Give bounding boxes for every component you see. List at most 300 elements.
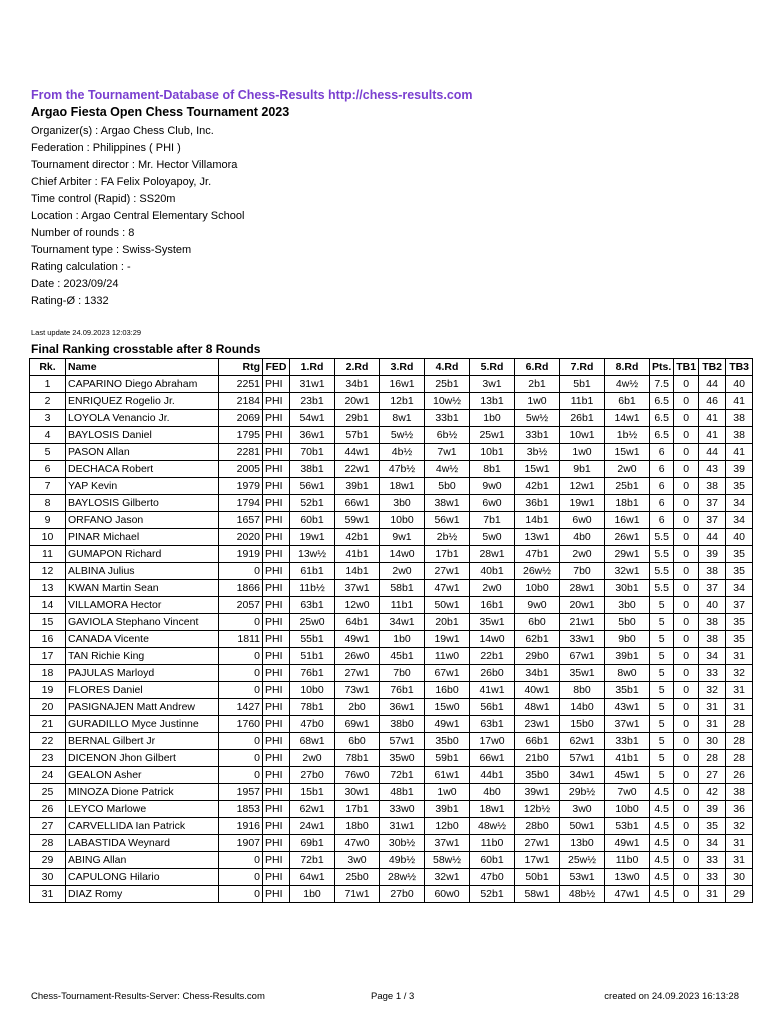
table-cell: 6b0 bbox=[335, 733, 380, 750]
table-cell: 25 bbox=[30, 784, 66, 801]
table-cell: 6 bbox=[650, 495, 674, 512]
table-row bbox=[30, 665, 753, 682]
table-cell: 14w1 bbox=[605, 410, 650, 427]
table-row bbox=[30, 750, 753, 767]
table-cell: 63b1 bbox=[290, 597, 335, 614]
table-cell: 31 bbox=[699, 716, 726, 733]
table-cell: 27 bbox=[699, 767, 726, 784]
table-cell: 30w1 bbox=[335, 784, 380, 801]
table-cell: PHI bbox=[263, 376, 290, 393]
table-cell: 0 bbox=[674, 801, 699, 818]
player-name: GAVIOLA Stephano Vincent bbox=[66, 614, 219, 631]
column-header: 2.Rd bbox=[335, 359, 380, 376]
table-cell: 38w1 bbox=[425, 495, 470, 512]
table-cell: PHI bbox=[263, 597, 290, 614]
player-name: ORFANO Jason bbox=[66, 512, 219, 529]
table-cell: 7.5 bbox=[650, 376, 674, 393]
player-name: VILLAMORA Hector bbox=[66, 597, 219, 614]
table-cell: 0 bbox=[674, 886, 699, 903]
table-cell: 48b½ bbox=[560, 886, 605, 903]
table-cell: 37 bbox=[699, 580, 726, 597]
table-cell: 25w0 bbox=[290, 614, 335, 631]
table-cell: 41w1 bbox=[470, 682, 515, 699]
table-cell: 3b½ bbox=[515, 444, 560, 461]
table-cell: 6w0 bbox=[470, 495, 515, 512]
table-cell: 3b0 bbox=[380, 495, 425, 512]
table-cell: PHI bbox=[263, 835, 290, 852]
table-cell: 1979 bbox=[219, 478, 263, 495]
player-name: LABASTIDA Weynard bbox=[66, 835, 219, 852]
table-cell: 3w1 bbox=[470, 376, 515, 393]
table-cell: 10b1 bbox=[470, 444, 515, 461]
info-line: Organizer(s) : Argao Chess Club, Inc. bbox=[31, 125, 214, 137]
table-cell: 2069 bbox=[219, 410, 263, 427]
table-cell: 4.5 bbox=[650, 886, 674, 903]
table-row bbox=[30, 767, 753, 784]
tournament-info bbox=[31, 123, 244, 310]
table-cell: 1760 bbox=[219, 716, 263, 733]
table-cell: 76w0 bbox=[335, 767, 380, 784]
table-cell: 26 bbox=[726, 767, 753, 784]
table-cell: 31 bbox=[726, 835, 753, 852]
table-cell: 35 bbox=[699, 818, 726, 835]
table-cell: 37w1 bbox=[425, 835, 470, 852]
table-row bbox=[30, 733, 753, 750]
table-cell: 21 bbox=[30, 716, 66, 733]
table-cell: 38 bbox=[699, 478, 726, 495]
crosstable bbox=[29, 358, 753, 903]
table-cell: 40 bbox=[726, 376, 753, 393]
table-cell: 27b0 bbox=[290, 767, 335, 784]
table-cell: 14w0 bbox=[380, 546, 425, 563]
table-cell: 61w1 bbox=[425, 767, 470, 784]
table-cell: 0 bbox=[219, 869, 263, 886]
table-cell: 0 bbox=[674, 631, 699, 648]
table-cell: 0 bbox=[674, 427, 699, 444]
table-cell: 5 bbox=[650, 665, 674, 682]
table-cell: 48w1 bbox=[515, 699, 560, 716]
table-cell: 21b0 bbox=[515, 750, 560, 767]
table-cell: PHI bbox=[263, 580, 290, 597]
table-cell: 56b1 bbox=[470, 699, 515, 716]
column-header: TB3 bbox=[726, 359, 753, 376]
table-cell: 19w1 bbox=[425, 631, 470, 648]
table-cell: 13 bbox=[30, 580, 66, 597]
table-cell: PHI bbox=[263, 699, 290, 716]
table-cell: 50w1 bbox=[560, 818, 605, 835]
table-cell: 0 bbox=[219, 852, 263, 869]
table-cell: 17 bbox=[30, 648, 66, 665]
table-cell: 5 bbox=[650, 648, 674, 665]
table-cell: 39w1 bbox=[515, 784, 560, 801]
table-row bbox=[30, 648, 753, 665]
table-cell: 42b1 bbox=[515, 478, 560, 495]
table-cell: 4w½ bbox=[425, 461, 470, 478]
table-cell: 0 bbox=[674, 529, 699, 546]
table-cell: 4 bbox=[30, 427, 66, 444]
table-row bbox=[30, 529, 753, 546]
table-cell: 27b0 bbox=[380, 886, 425, 903]
table-cell: PHI bbox=[263, 648, 290, 665]
table-cell: 38b1 bbox=[290, 461, 335, 478]
table-cell: 5 bbox=[650, 682, 674, 699]
table-cell: 38b0 bbox=[380, 716, 425, 733]
table-cell: 47w1 bbox=[605, 886, 650, 903]
table-cell: 0 bbox=[674, 393, 699, 410]
table-title: Final Ranking crosstable after 8 Rounds bbox=[31, 342, 261, 356]
table-row bbox=[30, 580, 753, 597]
table-cell: 60b1 bbox=[290, 512, 335, 529]
table-cell: PHI bbox=[263, 784, 290, 801]
table-cell: 25b1 bbox=[605, 478, 650, 495]
table-cell: 39 bbox=[726, 461, 753, 478]
table-cell: 71w1 bbox=[335, 886, 380, 903]
table-cell: 0 bbox=[219, 682, 263, 699]
table-cell: 5 bbox=[650, 733, 674, 750]
table-row bbox=[30, 631, 753, 648]
table-cell: 2w0 bbox=[470, 580, 515, 597]
table-cell: 58w½ bbox=[425, 852, 470, 869]
table-row bbox=[30, 478, 753, 495]
table-cell: 3 bbox=[30, 410, 66, 427]
player-name: ENRIQUEZ Rogelio Jr. bbox=[66, 393, 219, 410]
table-cell: 10b0 bbox=[290, 682, 335, 699]
table-cell: 16w1 bbox=[380, 376, 425, 393]
table-cell: 30b½ bbox=[380, 835, 425, 852]
table-cell: 8w1 bbox=[380, 410, 425, 427]
table-cell: 78b1 bbox=[290, 699, 335, 716]
table-cell: 1427 bbox=[219, 699, 263, 716]
table-cell: 33w0 bbox=[380, 801, 425, 818]
table-cell: 33 bbox=[699, 852, 726, 869]
table-cell: 43w1 bbox=[605, 699, 650, 716]
table-cell: 23b1 bbox=[290, 393, 335, 410]
table-cell: 34w1 bbox=[560, 767, 605, 784]
table-cell: PHI bbox=[263, 563, 290, 580]
table-cell: 0 bbox=[219, 614, 263, 631]
table-cell: 18w1 bbox=[380, 478, 425, 495]
table-cell: 0 bbox=[219, 665, 263, 682]
table-cell: 0 bbox=[674, 512, 699, 529]
table-cell: 40b1 bbox=[470, 563, 515, 580]
table-cell: 6 bbox=[30, 461, 66, 478]
table-cell: 11b1 bbox=[380, 597, 425, 614]
table-cell: 28 bbox=[726, 750, 753, 767]
table-cell: 20w1 bbox=[560, 597, 605, 614]
table-cell: 62b1 bbox=[515, 631, 560, 648]
table-cell: 25b0 bbox=[335, 869, 380, 886]
table-cell: 61b1 bbox=[290, 563, 335, 580]
table-cell: 60b1 bbox=[470, 852, 515, 869]
table-row bbox=[30, 852, 753, 869]
table-cell: 34 bbox=[726, 580, 753, 597]
table-cell: 2w0 bbox=[290, 750, 335, 767]
table-cell: 73w1 bbox=[335, 682, 380, 699]
table-cell: 41 bbox=[699, 410, 726, 427]
table-cell: 37 bbox=[699, 512, 726, 529]
table-cell: 9 bbox=[30, 512, 66, 529]
table-cell: 42 bbox=[699, 784, 726, 801]
table-body bbox=[30, 376, 753, 903]
player-name: GEALON Asher bbox=[66, 767, 219, 784]
table-cell: 66w1 bbox=[335, 495, 380, 512]
table-cell: 0 bbox=[674, 852, 699, 869]
info-line: Number of rounds : 8 bbox=[31, 227, 135, 239]
table-cell: 6w0 bbox=[560, 512, 605, 529]
table-cell: 15w1 bbox=[515, 461, 560, 478]
table-cell: 13w1 bbox=[515, 529, 560, 546]
table-cell: 26b0 bbox=[470, 665, 515, 682]
table-cell: 7b0 bbox=[380, 665, 425, 682]
table-cell: PHI bbox=[263, 852, 290, 869]
table-cell: 5b0 bbox=[425, 478, 470, 495]
table-cell: 0 bbox=[674, 376, 699, 393]
table-cell: 35b0 bbox=[515, 767, 560, 784]
tournament-title: Argao Fiesta Open Chess Tournament 2023 bbox=[31, 105, 290, 119]
table-cell: 8b0 bbox=[560, 682, 605, 699]
table-cell: 32w1 bbox=[605, 563, 650, 580]
player-name: BAYLOSIS Gilberto bbox=[66, 495, 219, 512]
player-name: CARVELLIDA Ian Patrick bbox=[66, 818, 219, 835]
table-cell: 31 bbox=[699, 886, 726, 903]
player-name: YAP Kevin bbox=[66, 478, 219, 495]
column-header: Rk. bbox=[30, 359, 66, 376]
table-cell: 10b0 bbox=[605, 801, 650, 818]
table-cell: 9b1 bbox=[560, 461, 605, 478]
table-cell: PHI bbox=[263, 631, 290, 648]
table-cell: 34b1 bbox=[515, 665, 560, 682]
table-row bbox=[30, 512, 753, 529]
table-cell: 22w1 bbox=[335, 461, 380, 478]
table-cell: 6b½ bbox=[425, 427, 470, 444]
table-cell: PHI bbox=[263, 529, 290, 546]
table-cell: 3w0 bbox=[335, 852, 380, 869]
table-cell: 41 bbox=[726, 393, 753, 410]
table-cell: 76b1 bbox=[380, 682, 425, 699]
table-row bbox=[30, 376, 753, 393]
table-cell: 34 bbox=[726, 512, 753, 529]
table-cell: 34b1 bbox=[335, 376, 380, 393]
table-cell: 34 bbox=[699, 648, 726, 665]
table-cell: 12b0 bbox=[425, 818, 470, 835]
table-cell: 58w1 bbox=[515, 886, 560, 903]
table-cell: 39 bbox=[699, 801, 726, 818]
table-cell: 24w1 bbox=[290, 818, 335, 835]
table-cell: PHI bbox=[263, 869, 290, 886]
table-cell: 1b0 bbox=[380, 631, 425, 648]
table-cell: 33b1 bbox=[425, 410, 470, 427]
table-cell: 24 bbox=[30, 767, 66, 784]
table-cell: PHI bbox=[263, 767, 290, 784]
table-cell: 49w1 bbox=[425, 716, 470, 733]
table-cell: 5b1 bbox=[560, 376, 605, 393]
table-cell: 8w0 bbox=[605, 665, 650, 682]
table-cell: 15w0 bbox=[425, 699, 470, 716]
table-cell: 44 bbox=[699, 444, 726, 461]
info-line: Chief Arbiter : FA Felix Poloyapoy, Jr. bbox=[31, 176, 212, 188]
table-cell: 13b1 bbox=[470, 393, 515, 410]
table-cell: 32 bbox=[699, 682, 726, 699]
table-cell: 11b½ bbox=[290, 580, 335, 597]
table-cell: 30 bbox=[699, 733, 726, 750]
table-cell: 44 bbox=[699, 529, 726, 546]
table-cell: 48w½ bbox=[470, 818, 515, 835]
table-cell: 0 bbox=[674, 410, 699, 427]
table-cell: 6.5 bbox=[650, 427, 674, 444]
table-cell: 37w1 bbox=[335, 580, 380, 597]
table-cell: 67w1 bbox=[425, 665, 470, 682]
table-cell: 38 bbox=[726, 427, 753, 444]
table-cell: 5w½ bbox=[515, 410, 560, 427]
table-cell: 0 bbox=[674, 444, 699, 461]
table-cell: 4b0 bbox=[560, 529, 605, 546]
table-cell: 40 bbox=[726, 529, 753, 546]
last-update: Last update 24.09.2023 12:03:29 bbox=[31, 328, 142, 337]
table-cell: 16w1 bbox=[605, 512, 650, 529]
table-cell: 7w1 bbox=[425, 444, 470, 461]
table-cell: 49w1 bbox=[335, 631, 380, 648]
table-cell: 1916 bbox=[219, 818, 263, 835]
table-cell: 1811 bbox=[219, 631, 263, 648]
table-cell: 0 bbox=[674, 461, 699, 478]
table-cell: 34w1 bbox=[380, 614, 425, 631]
player-name: GURADILLO Myce Justinne bbox=[66, 716, 219, 733]
table-cell: 0 bbox=[674, 784, 699, 801]
table-cell: 31w1 bbox=[290, 376, 335, 393]
source-link[interactable]: From the Tournament-Database of Chess-Results http://chess-results.com bbox=[31, 88, 473, 102]
column-header: Name bbox=[66, 359, 219, 376]
table-cell: 36w1 bbox=[380, 699, 425, 716]
table-cell: 22b1 bbox=[470, 648, 515, 665]
column-header: Rtg bbox=[219, 359, 263, 376]
table-cell: 44b1 bbox=[470, 767, 515, 784]
table-cell: 11b0 bbox=[470, 835, 515, 852]
table-cell: 41 bbox=[726, 444, 753, 461]
table-cell: 35b0 bbox=[425, 733, 470, 750]
table-cell: 66w1 bbox=[470, 750, 515, 767]
table-cell: 39b1 bbox=[335, 478, 380, 495]
table-cell: 31 bbox=[726, 699, 753, 716]
table-cell: 5.5 bbox=[650, 580, 674, 597]
table-cell: 72b1 bbox=[290, 852, 335, 869]
player-name: CAPARINO Diego Abraham bbox=[66, 376, 219, 393]
table-cell: 7b0 bbox=[560, 563, 605, 580]
table-cell: 45b1 bbox=[380, 648, 425, 665]
table-cell: 72b1 bbox=[380, 767, 425, 784]
table-cell: 29 bbox=[30, 852, 66, 869]
table-cell: 26 bbox=[30, 801, 66, 818]
table-cell: 1 bbox=[30, 376, 66, 393]
table-cell: 33 bbox=[699, 869, 726, 886]
table-cell: 0 bbox=[219, 733, 263, 750]
table-cell: 2251 bbox=[219, 376, 263, 393]
table-cell: 17w1 bbox=[515, 852, 560, 869]
player-name: MINOZA Dione Patrick bbox=[66, 784, 219, 801]
table-cell: 32 bbox=[726, 665, 753, 682]
table-cell: 54w1 bbox=[290, 410, 335, 427]
table-cell: 31w1 bbox=[380, 818, 425, 835]
table-cell: 35w1 bbox=[470, 614, 515, 631]
table-cell: 0 bbox=[219, 648, 263, 665]
table-cell: 18w1 bbox=[470, 801, 515, 818]
table-cell: 0 bbox=[674, 563, 699, 580]
table-cell: 2w0 bbox=[605, 461, 650, 478]
table-cell: 9w1 bbox=[380, 529, 425, 546]
table-cell: 13w0 bbox=[605, 869, 650, 886]
table-cell: 18b0 bbox=[335, 818, 380, 835]
table-cell: 56w1 bbox=[425, 512, 470, 529]
table-cell: 26w½ bbox=[515, 563, 560, 580]
table-row bbox=[30, 563, 753, 580]
table-cell: 52b1 bbox=[290, 495, 335, 512]
table-row bbox=[30, 818, 753, 835]
table-cell: PHI bbox=[263, 682, 290, 699]
table-cell: 57w1 bbox=[560, 750, 605, 767]
table-cell: 26w0 bbox=[335, 648, 380, 665]
table-cell: 59b1 bbox=[425, 750, 470, 767]
info-line: Rating-Ø : 1332 bbox=[31, 295, 109, 307]
table-cell: 16b1 bbox=[470, 597, 515, 614]
table-cell: 55b1 bbox=[290, 631, 335, 648]
table-cell: 1b0 bbox=[470, 410, 515, 427]
player-name: KWAN Martin Sean bbox=[66, 580, 219, 597]
table-cell: 40w1 bbox=[515, 682, 560, 699]
table-cell: 18 bbox=[30, 665, 66, 682]
table-row bbox=[30, 495, 753, 512]
table-cell: 6.5 bbox=[650, 410, 674, 427]
table-cell: 76b1 bbox=[290, 665, 335, 682]
table-cell: 4.5 bbox=[650, 852, 674, 869]
table-cell: 41b1 bbox=[605, 750, 650, 767]
table-cell: 12w1 bbox=[560, 478, 605, 495]
table-cell: 11b0 bbox=[605, 852, 650, 869]
table-cell: 35 bbox=[726, 478, 753, 495]
table-cell: 35w1 bbox=[560, 665, 605, 682]
table-cell: 70b1 bbox=[290, 444, 335, 461]
table-cell: 1b0 bbox=[290, 886, 335, 903]
table-cell: 4.5 bbox=[650, 818, 674, 835]
player-name: ABING Allan bbox=[66, 852, 219, 869]
table-cell: 37 bbox=[699, 495, 726, 512]
table-cell: 0 bbox=[219, 750, 263, 767]
table-cell: 48b1 bbox=[380, 784, 425, 801]
table-cell: 47w0 bbox=[335, 835, 380, 852]
table-row bbox=[30, 699, 753, 716]
table-cell: 50b1 bbox=[515, 869, 560, 886]
info-line: Federation : Philippines ( PHI ) bbox=[31, 142, 181, 154]
table-cell: 0 bbox=[674, 716, 699, 733]
table-cell: 32 bbox=[726, 818, 753, 835]
table-cell: 0 bbox=[674, 546, 699, 563]
table-cell: 53b1 bbox=[605, 818, 650, 835]
table-cell: 29 bbox=[726, 886, 753, 903]
table-cell: 46 bbox=[699, 393, 726, 410]
table-cell: 19w1 bbox=[560, 495, 605, 512]
table-cell: 38 bbox=[699, 631, 726, 648]
table-cell: 50w1 bbox=[425, 597, 470, 614]
table-cell: 0 bbox=[674, 665, 699, 682]
table-cell: 39b1 bbox=[605, 648, 650, 665]
table-cell: 28 bbox=[726, 716, 753, 733]
table-cell: 5w½ bbox=[380, 427, 425, 444]
info-line: Tournament director : Mr. Hector Villamora bbox=[31, 159, 238, 171]
table-cell: 28 bbox=[726, 733, 753, 750]
table-cell: PHI bbox=[263, 801, 290, 818]
table-cell: 60w0 bbox=[425, 886, 470, 903]
table-cell: 31 bbox=[699, 699, 726, 716]
table-cell: 13w½ bbox=[290, 546, 335, 563]
table-cell: 35w0 bbox=[380, 750, 425, 767]
